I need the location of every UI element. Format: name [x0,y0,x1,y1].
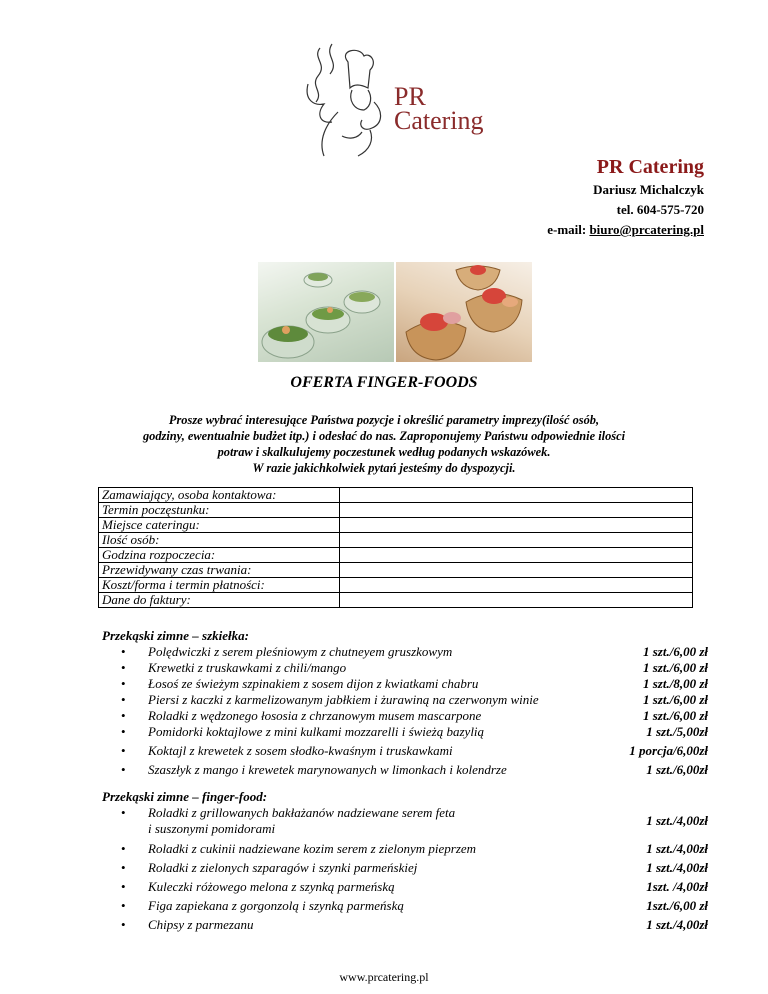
bullet-icon: • [121,879,126,894]
offer-title: OFERTA FINGER-FOODS [290,374,478,391]
menu-item [102,805,708,837]
intro-line: W razie jakichkolwiek pytań jesteśmy do dyspozycji. [252,461,516,475]
menu-item-price: 1 szt./6,00 zł [642,708,708,723]
menu-item-price: 1szt. /4,00zł [646,879,708,894]
bullet-icon: • [121,841,126,856]
menu-item-name: Polędwiczki z serem pleśniowym z chutneyem gruszkowym [148,644,453,659]
form-label: Miejsce cateringu: [99,518,340,533]
menu-item-price: 1 porcja/6,00zł [629,743,708,758]
bullet-icon: • [121,708,126,723]
email-label: e-mail: [547,222,590,237]
bullet-icon: • [121,860,126,875]
menu-item [102,692,708,708]
menu-item [102,762,708,778]
contact-person: Dariusz Michalczyk [593,182,704,197]
menu-item [102,660,708,676]
company-logo [298,40,498,160]
form-row [99,548,693,563]
salad-glasses-photo [258,262,394,362]
bullet-icon: • [121,660,126,675]
menu-item [102,860,708,876]
logo-text-pr: PR [394,82,426,111]
section-title: Przekąski zimne – szkiełka: [102,628,249,643]
menu-item-price: 1 szt./4,00zł [646,841,708,856]
form-label: Przewidywany czas trwania: [99,563,340,578]
menu-list [102,644,708,778]
intro-line: godziny, ewentualnie budżet itp.) i odesłać do nas. Zaproponujemy Państwu odpowiednie ilości [142,429,626,443]
menu-item [102,743,708,759]
section-cold-glasses [102,628,708,778]
bullet-icon: • [121,805,126,820]
form-value-cell[interactable] [340,503,693,518]
menu-item-price: 1szt./6,00 zł [646,898,708,913]
form-label: Zamawiający, osoba kontaktowa: [99,488,340,503]
section-cold-finger-food [102,789,708,933]
menu-item-name: Koktajl z krewetek z sosem słodko-kwaśnym i truskawkami [148,743,453,758]
menu-item-price: 1 szt./6,00zł [646,762,708,777]
form-value-cell[interactable] [340,548,693,563]
bullet-icon: • [121,724,126,739]
menu-item-name: Kuleczki różowego melona z szynką parmeńską [148,879,395,894]
bullet-icon: • [121,743,126,758]
menu-item-price: 1 szt./6,00 zł [642,644,708,659]
food-photos [258,262,532,362]
form-value-cell[interactable] [340,578,693,593]
menu-item-name: Roladki z wędzonego łososia z chrzanowym musem mascarpone [148,708,482,723]
menu-item-name: Roladki z cukinii nadziewane kozim serem z zielonym pieprzem [148,841,477,856]
menu-list [102,805,708,933]
intro-line: Prosze wybrać interesujące Państwa pozycje i określić parametry imprezy(ilość osób, [168,413,600,427]
bullet-icon: • [121,692,126,707]
form-value-cell[interactable] [340,488,693,503]
menu-item-name-cont: i suszonymi pomidorami [148,821,276,836]
form-row [99,563,693,578]
menu-item-price: 1 szt./6,00 zł [642,660,708,675]
menu-item-name: Roladki z grillowanych bakłażanów nadziewane serem feta [148,805,456,820]
form-value-cell[interactable] [340,518,693,533]
form-label: Godzina rozpoczecia: [99,548,340,563]
menu-item-name: Szaszłyk z mango i krewetek marynowanych w limonkach i kolendrze [148,762,507,777]
menu-item [102,879,708,895]
menu-item-price: 1 szt./8,00 zł [642,676,708,691]
intro-line: potraw i skalkulujemy poczestunek według podanych wskazówek. [217,445,551,459]
menu-item-name: Piersi z kaczki z karmelizowanym jabłkiem i żurawiną na czerwonym winie [148,692,539,707]
bullet-icon: • [121,644,126,659]
menu-item [102,708,708,724]
bullet-icon: • [121,762,126,777]
company-name: PR Catering [596,156,704,178]
email-link[interactable]: biuro@prcatering.pl [589,222,704,237]
form-row [99,533,693,548]
intro-text [96,412,672,476]
chef-logo-icon [298,40,394,160]
menu-item-price: 1 szt./6,00 zł [642,692,708,707]
form-row [99,578,693,593]
form-value-cell[interactable] [340,593,693,608]
menu-item [102,841,708,857]
contact-phone: tel. 604-575-720 [616,202,704,217]
contact-email-line [547,220,704,240]
footer-url[interactable]: www.prcatering.pl [339,970,429,984]
menu-item-name: Krewetki z truskawkami z chili/mango [148,660,347,675]
form-row [99,488,693,503]
form-label: Koszt/forma i termin płatności: [99,578,340,593]
menu-item-price: 1 szt./4,00zł [646,813,708,828]
form-row [99,518,693,533]
menu-item-name: Roladki z zielonych szparagów i szynki parmeńskiej [148,860,418,875]
bullet-icon: • [121,898,126,913]
tartlets-photo [396,262,532,362]
section-title: Przekąski zimne – finger-food: [102,789,268,804]
form-row [99,593,693,608]
menu-item [102,676,708,692]
order-form-table [98,487,693,608]
menu-item-price: 1 szt./4,00zł [646,917,708,932]
bullet-icon: • [121,676,126,691]
menu-item [102,898,708,914]
form-label: Dane do faktury: [99,593,340,608]
form-row [99,503,693,518]
menu-item-price: 1 szt./4,00zł [646,860,708,875]
menu-item-price: 1 szt./5,00zł [646,724,708,739]
logo-text-catering: Catering [394,106,484,135]
menu-item-name: Łosoś ze świeżym szpinakiem z sosem dijon z kwiatkami chabru [148,676,479,691]
form-value-cell[interactable] [340,563,693,578]
menu-item-name: Pomidorki koktajlowe z mini kulkami mozzarelli i świeżą bazylią [148,724,485,739]
form-label: Termin poczęstunku: [99,503,340,518]
menu-item-name: Chipsy z parmezanu [148,917,254,932]
bullet-icon: • [121,917,126,932]
menu-item [102,644,708,660]
menu-item [102,917,708,933]
contact-block [547,154,704,240]
menu-item-name: Figa zapiekana z gorgonzolą i szynką parmeńską [148,898,404,913]
form-label: Ilość osób: [99,533,340,548]
form-value-cell[interactable] [340,533,693,548]
menu-item [102,724,708,740]
